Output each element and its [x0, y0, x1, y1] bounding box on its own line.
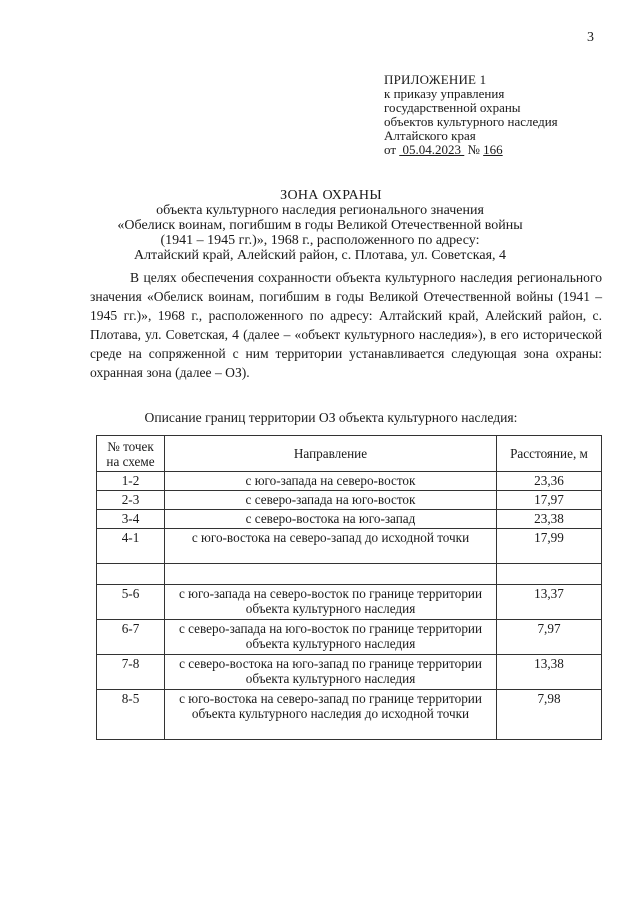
cell-direction: с северо-востока на юго-запад	[165, 510, 497, 529]
zone-heading-line: (1941 – 1945 гг.)», 1968 г., расположенного по адресу:	[160, 233, 480, 248]
table-header-row	[97, 436, 602, 472]
cell-direction: с юго-запада на северо-восток	[165, 472, 497, 491]
cell-direction: с юго-востока на северо-запад по границе территории объекта культурного наследия до исходной точки	[165, 690, 497, 740]
cell-points: 3-4	[97, 510, 165, 529]
cell-distance: 7,98	[497, 690, 602, 740]
cell-points: 7-8	[97, 655, 165, 690]
zone-heading-line: объекта культурного наследия регионального значения	[156, 203, 484, 218]
zone-heading-line: «Обелиск воинам, погибшим в годы Великой Отечественной войны	[117, 218, 523, 233]
cell-direction: с юго-запада на северо-восток по границе территории объекта культурного наследия	[165, 585, 497, 620]
table-row	[97, 655, 602, 690]
header-points: № точек на схеме	[97, 436, 165, 472]
order-prefix: от	[384, 142, 397, 157]
table-row	[97, 690, 602, 740]
appendix-line: Алтайского края	[384, 128, 476, 143]
table-row-empty	[97, 564, 602, 585]
cell-distance	[497, 564, 602, 585]
cell-distance: 7,97	[497, 620, 602, 655]
cell-distance: 13,38	[497, 655, 602, 690]
boundary-table	[96, 435, 602, 740]
appendix-line: государственной охраны	[384, 100, 521, 115]
appendix-line: объектов культурного наследия	[384, 114, 558, 129]
table-caption: Описание границ территории ОЗ объекта культурного наследия:	[144, 410, 518, 425]
cell-points: 5-6	[97, 585, 165, 620]
table-row	[97, 585, 602, 620]
cell-points	[97, 564, 165, 585]
cell-direction	[165, 564, 497, 585]
zone-heading-line: Алтайский край, Алейский район, с. Плотава, ул. Советская, 4	[133, 248, 507, 263]
cell-distance: 13,37	[497, 585, 602, 620]
header-distance: Расстояние, м	[497, 436, 602, 472]
cell-distance: 23,38	[497, 510, 602, 529]
table-row	[97, 620, 602, 655]
cell-distance: 23,36	[497, 472, 602, 491]
appendix-block	[384, 73, 558, 157]
cell-points: 4-1	[97, 529, 165, 564]
table-row	[97, 529, 602, 564]
order-line	[384, 143, 558, 157]
cell-distance: 17,99	[497, 529, 602, 564]
cell-points: 1-2	[97, 472, 165, 491]
table-row	[97, 472, 602, 491]
cell-direction: с северо-запада на юго-восток	[165, 491, 497, 510]
zone-heading	[0, 188, 640, 263]
zone-title: ЗОНА ОХРАНЫ	[280, 188, 382, 203]
cell-points: 2-3	[97, 491, 165, 510]
cell-direction: с северо-запада на юго-восток по границе территории объекта культурного наследия	[165, 620, 497, 655]
table-row	[97, 491, 602, 510]
body-paragraph: В целях обеспечения сохранности объекта культурного наследия регионального значения «Обелиск воинам, погибшим в годы Великой Отечественной войны (1941 – 1945 гг.)», 1968 г., расположенного по адресу: Алтайский край, Алейский район, с. Плотава, ул. Советская, 4 (далее – «объект культурного наследия»), в его исторической среде на сопряженной с ним территории устанавливается следующая зона охраны: охранная зона (далее – ОЗ).	[90, 270, 602, 380]
order-number: 166	[483, 142, 503, 157]
cell-distance: 17,97	[497, 491, 602, 510]
order-number-prefix: №	[467, 142, 480, 157]
cell-direction: с юго-востока на северо-запад до исходной точки	[165, 529, 497, 564]
cell-points: 6-7	[97, 620, 165, 655]
cell-points: 8-5	[97, 690, 165, 740]
appendix-line: к приказу управления	[384, 86, 505, 101]
table-row	[97, 510, 602, 529]
cell-direction: с северо-востока на юго-запад по границе территории объекта культурного наследия	[165, 655, 497, 690]
header-direction: Направление	[165, 436, 497, 472]
appendix-title: ПРИЛОЖЕНИЕ 1	[384, 72, 487, 87]
order-date: 05.04.2023	[402, 142, 462, 157]
page-number: 3	[587, 30, 594, 45]
